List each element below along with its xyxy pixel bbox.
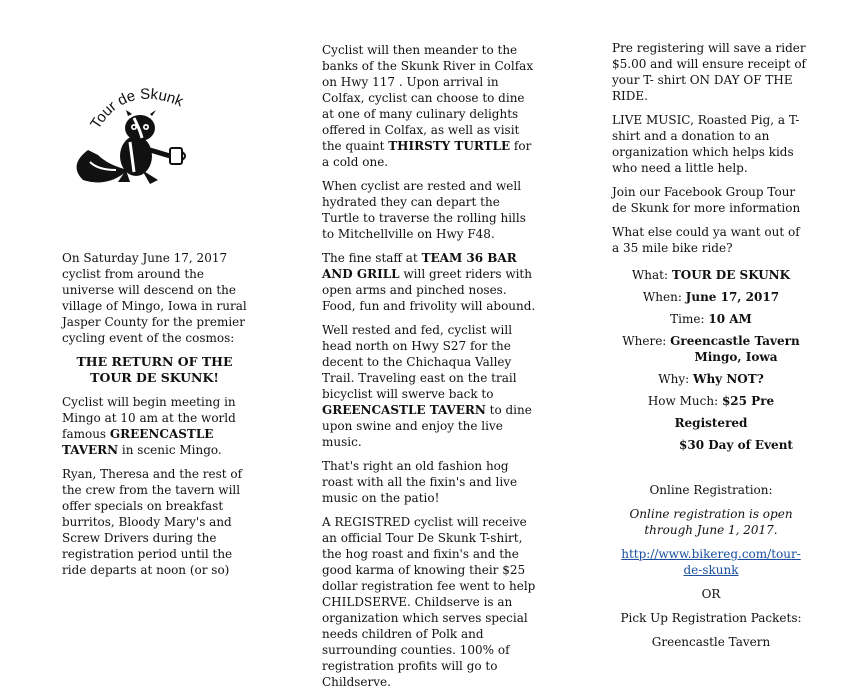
live-music-paragraph: LIVE MUSIC, Roasted Pig, a T-shirt and a donation to an organization which helps kids who need a little help. — [612, 113, 800, 175]
hog-roast-paragraph: That's right an old fashion hog roast with all the fixin's and live music on the patio! — [322, 459, 518, 505]
or-text: OR — [701, 587, 721, 601]
registration-link[interactable]: http://www.bikereg.com/tour-de-skunk — [621, 547, 801, 577]
online-registration-heading: Online Registration: — [649, 483, 773, 497]
mitchellville-paragraph: When cyclist are rested and well hydrated they can depart the Turtle to traverse the rolling hills to Mitchellville on Hwy F48. — [322, 179, 526, 241]
column-left — [62, 250, 247, 586]
what-line: What: TOUR DE SKUNK — [631, 268, 791, 282]
pre-register-paragraph: Pre registering will save a rider $5.00 and will ensure receipt of your T- shirt ON DAY OF THE RIDE. — [612, 41, 806, 103]
why-line: Why: Why NOT? — [658, 372, 764, 386]
column-right — [612, 40, 810, 650]
event-heading: THE RETURN OF THE TOUR DE SKUNK! — [76, 354, 233, 385]
when-line: When: June 17, 2017 — [642, 290, 780, 304]
logo-text: Tour de Skunk — [87, 85, 186, 133]
pickup-place: Greencastle Tavern — [651, 635, 771, 649]
trail-paragraph: Well rested and fed, cyclist will head north on Hwy S27 for the decent to the Chichaqua Valley Trail. Traveling east on the trail bicyclist will swerve back to GREENCASTLE TAVERN to dine upon swine and enjoy the live music. — [322, 323, 532, 449]
time-line: Time: 10 AM — [670, 312, 752, 326]
pickup-heading: Pick Up Registration Packets: — [620, 611, 802, 625]
intro-paragraph: On Saturday June 17, 2017 cyclist from around the universe will descend on the village of Mingo, Iowa in rural Jasper County for the premier cycling event of the cosmos: — [62, 251, 247, 345]
question-paragraph: What else could ya want out of a 35 mile bike ride? — [612, 225, 800, 255]
where-line: Where: Greencastle Tavern Mingo, Iowa — [622, 334, 800, 364]
how-much-line: How Much: $25 Pre Registered — [647, 394, 775, 430]
facebook-paragraph: Join our Facebook Group Tour de Skunk for more information — [612, 185, 801, 215]
column-middle — [322, 42, 540, 698]
registration-benefits-paragraph: A REGISTRED cyclist will receive an official Tour De Skunk T-shirt, the hog roast and fixin's and the good karma of knowing their $25 dollar registration fee went to help CHILDSERVE. Childserve is an organization which serves special needs children of Polk and surrounding counties. 100% of registration profits will go to Childserve. — [322, 515, 536, 689]
specials-paragraph: Ryan, Theresa and the rest of the crew from the tavern will offer specials on breakfast burritos, Bloody Mary's and Screw Drivers during the registration period until the ride departs at noon (or so) — [62, 467, 243, 577]
colfax-paragraph: Cyclist will then meander to the banks of the Skunk River in Colfax on Hwy 117 . Upon arrival in Colfax, cyclist can choose to dine at one of many culinary delights offered in Colfax, as well as visit the quaint THIRSTY TURTLE for a cold one. — [322, 43, 534, 169]
tour-de-skunk-logo — [68, 70, 203, 190]
team36-paragraph: The fine staff at TEAM 36 BAR AND GRILL will greet riders with open arms and pinched noses. Food, fun and frivolity will abound. — [322, 251, 536, 313]
skunk-icon — [68, 70, 203, 190]
online-registration-note: Online registration is open through June 1, 2017. — [629, 507, 793, 537]
day-of-price: $30 Day of Event — [679, 438, 793, 452]
meeting-paragraph: Cyclist will begin meeting in Mingo at 10 am at the world famous GREENCASTLE TAVERN in scenic Mingo. — [62, 395, 236, 457]
